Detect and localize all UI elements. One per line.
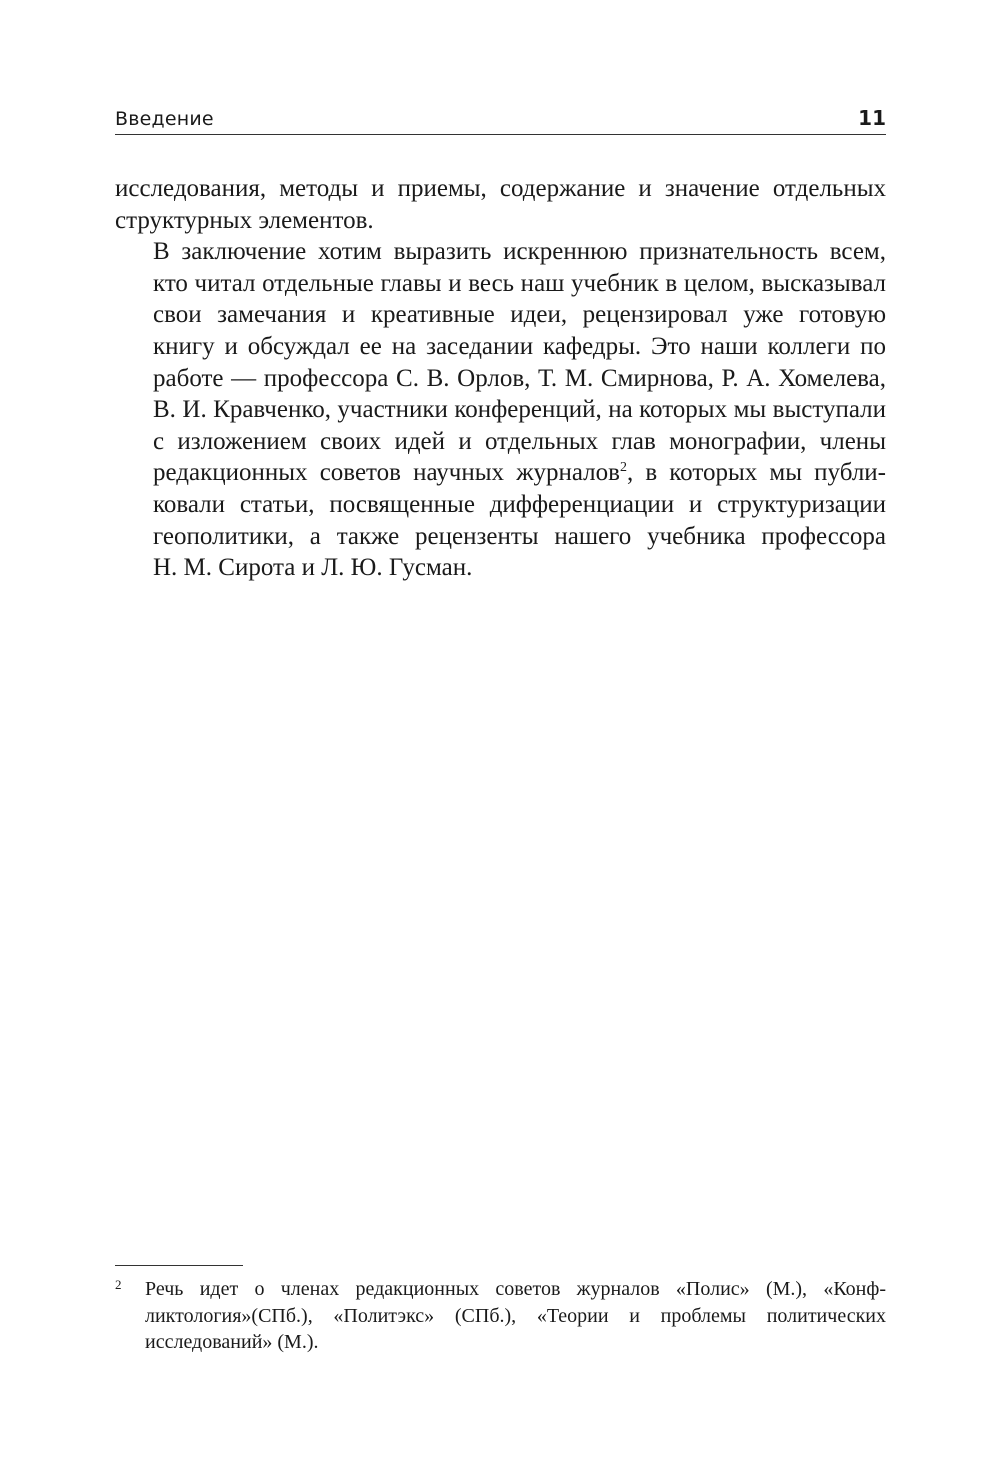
text-line: структурных элементов. [115,206,374,234]
text-line: исследования, методы и приемы, содержание и значение отдельных [115,175,886,202]
paragraph-2 [115,236,886,584]
footnote [115,1276,886,1356]
text-line: с изложением своих идей и отдельных глав монографии, члены [153,427,886,455]
text-line: Н. М. Сирота и Л. Ю. Гусман. [153,554,473,582]
text-line: кто читал отдельные главы и весь наш учебник в целом, высказывал [153,269,886,297]
footnote-line: Речь идет о членах редакционных советов журналов «Полис» (М.), «Конф- [145,1278,886,1300]
text-line: свои замечания и креативные идеи, рецензировал уже готовую [153,301,886,329]
footnote-separator [115,1265,243,1266]
text-line: геополитики, а также рецензенты нашего учебника профессора [153,522,886,550]
text-line-with-ref [115,457,886,489]
text-line: книгу и обсуждал ее на заседании кафедры. Это наши коллеги по [153,332,886,360]
text-line: работе — профессора С. В. Орлов, Т. М. Смирнова, Р. А. Хомелева, [153,364,886,392]
footnote-body [145,1276,886,1356]
text-line: В. И. Кравченко, участники конференций, на которых мы выступали [153,396,886,424]
page-number: 11 [858,106,886,130]
main-text [115,173,886,584]
running-head [115,104,886,135]
text-line: В заключение хотим выразить искреннюю признательность всем, [153,238,886,266]
text-line: ковали статьи, посвященные дифференциации и структуризации [153,490,886,518]
footnote-marker: 2 [115,1277,122,1292]
text-fragment: редакционных советов научных журналов [153,459,620,487]
footnote-reference[interactable]: 2 [619,460,627,476]
paragraph-1 [115,173,886,236]
section-title: Введение [115,108,214,130]
footnote-line: исследований» (М.). [145,1331,319,1353]
text-fragment: , в которых мы публи- [626,459,886,487]
footnote-line: ликтология»(СПб.), «Политэкс» (СПб.), «Теории и проблемы политических [145,1304,886,1327]
